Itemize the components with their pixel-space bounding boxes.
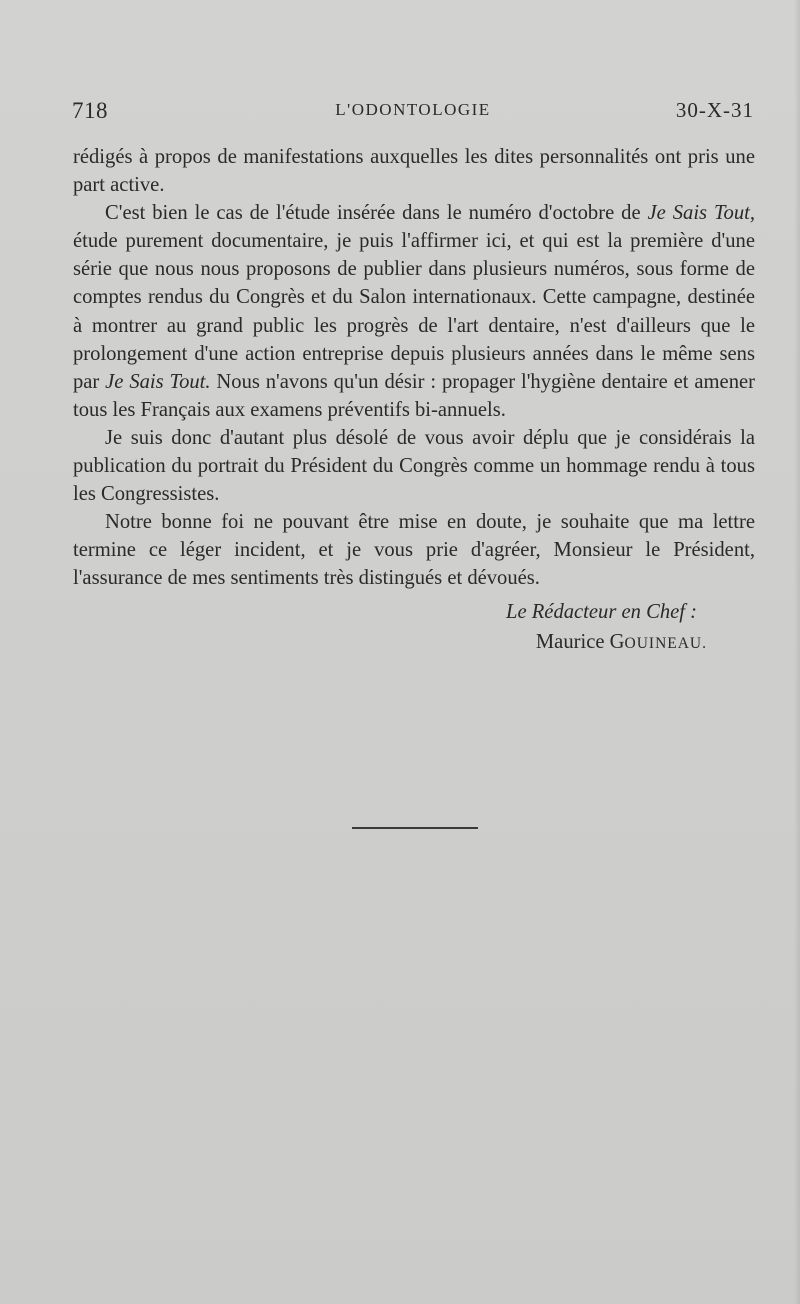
end-rule [352, 827, 478, 829]
paragraph [73, 199, 755, 424]
paragraph [73, 424, 755, 508]
letter-body [73, 143, 755, 593]
paragraph [73, 508, 755, 592]
signature-block [0, 597, 707, 659]
paragraph [73, 143, 755, 199]
running-head [72, 96, 754, 126]
text-run: Je suis donc d'autant plus désolé de vous avoir déplu que je considérais la publication du portrait du Président du Congrès comme un hommage rendu à tous les Congressistes. [73, 426, 755, 506]
text-run: étude purement documentaire, je puis l'affirmer ici, et qui est la première d'une série que nous nous proposons de publier dans plusieurs numéros, sous forme de comptes rendus du Congrès et du Salon internationaux. Cette campagne, destinée à montrer au grand public les progrès de l'art dentaire, n'est d'ailleurs que le prolongement d'une action entreprise depuis plusieurs années dans le même sens par [73, 230, 755, 393]
italic-title: Je Sais Tout, [647, 202, 755, 225]
page-number: 718 [72, 98, 108, 123]
issue-date: 30-X-31 [675, 98, 754, 122]
text-run: C'est bien le cas de l'étude insérée dans le numéro d'octobre de [105, 202, 648, 225]
italic-title: Je Sais Tout. [105, 370, 211, 393]
text-run: Notre bonne foi ne pouvant être mise en doute, je souhaite que ma lettre termine ce léger incident, et je vous prie d'agréer, Monsieur le Président, l'assurance de mes sentiments très distingués et dévoués. [73, 511, 755, 590]
text-run: rédigés à propos de manifestations auxquelles les dites personnalités ont pris une part active. [73, 146, 755, 197]
journal-title: L'ODONTOLOGIE [335, 100, 491, 119]
signatory-name-smallcaps: OUINEAU. [624, 635, 707, 652]
signatory-role: Le Rédacteur en Chef : [505, 601, 697, 623]
signatory-name-first: Maurice G [535, 631, 625, 653]
text-run: Nous n'avons qu'un désir : propager l'hygiène dentaire et amener tous les Français aux examens préventifs bi-annuels. [73, 370, 755, 421]
signatory-name [0, 627, 707, 659]
